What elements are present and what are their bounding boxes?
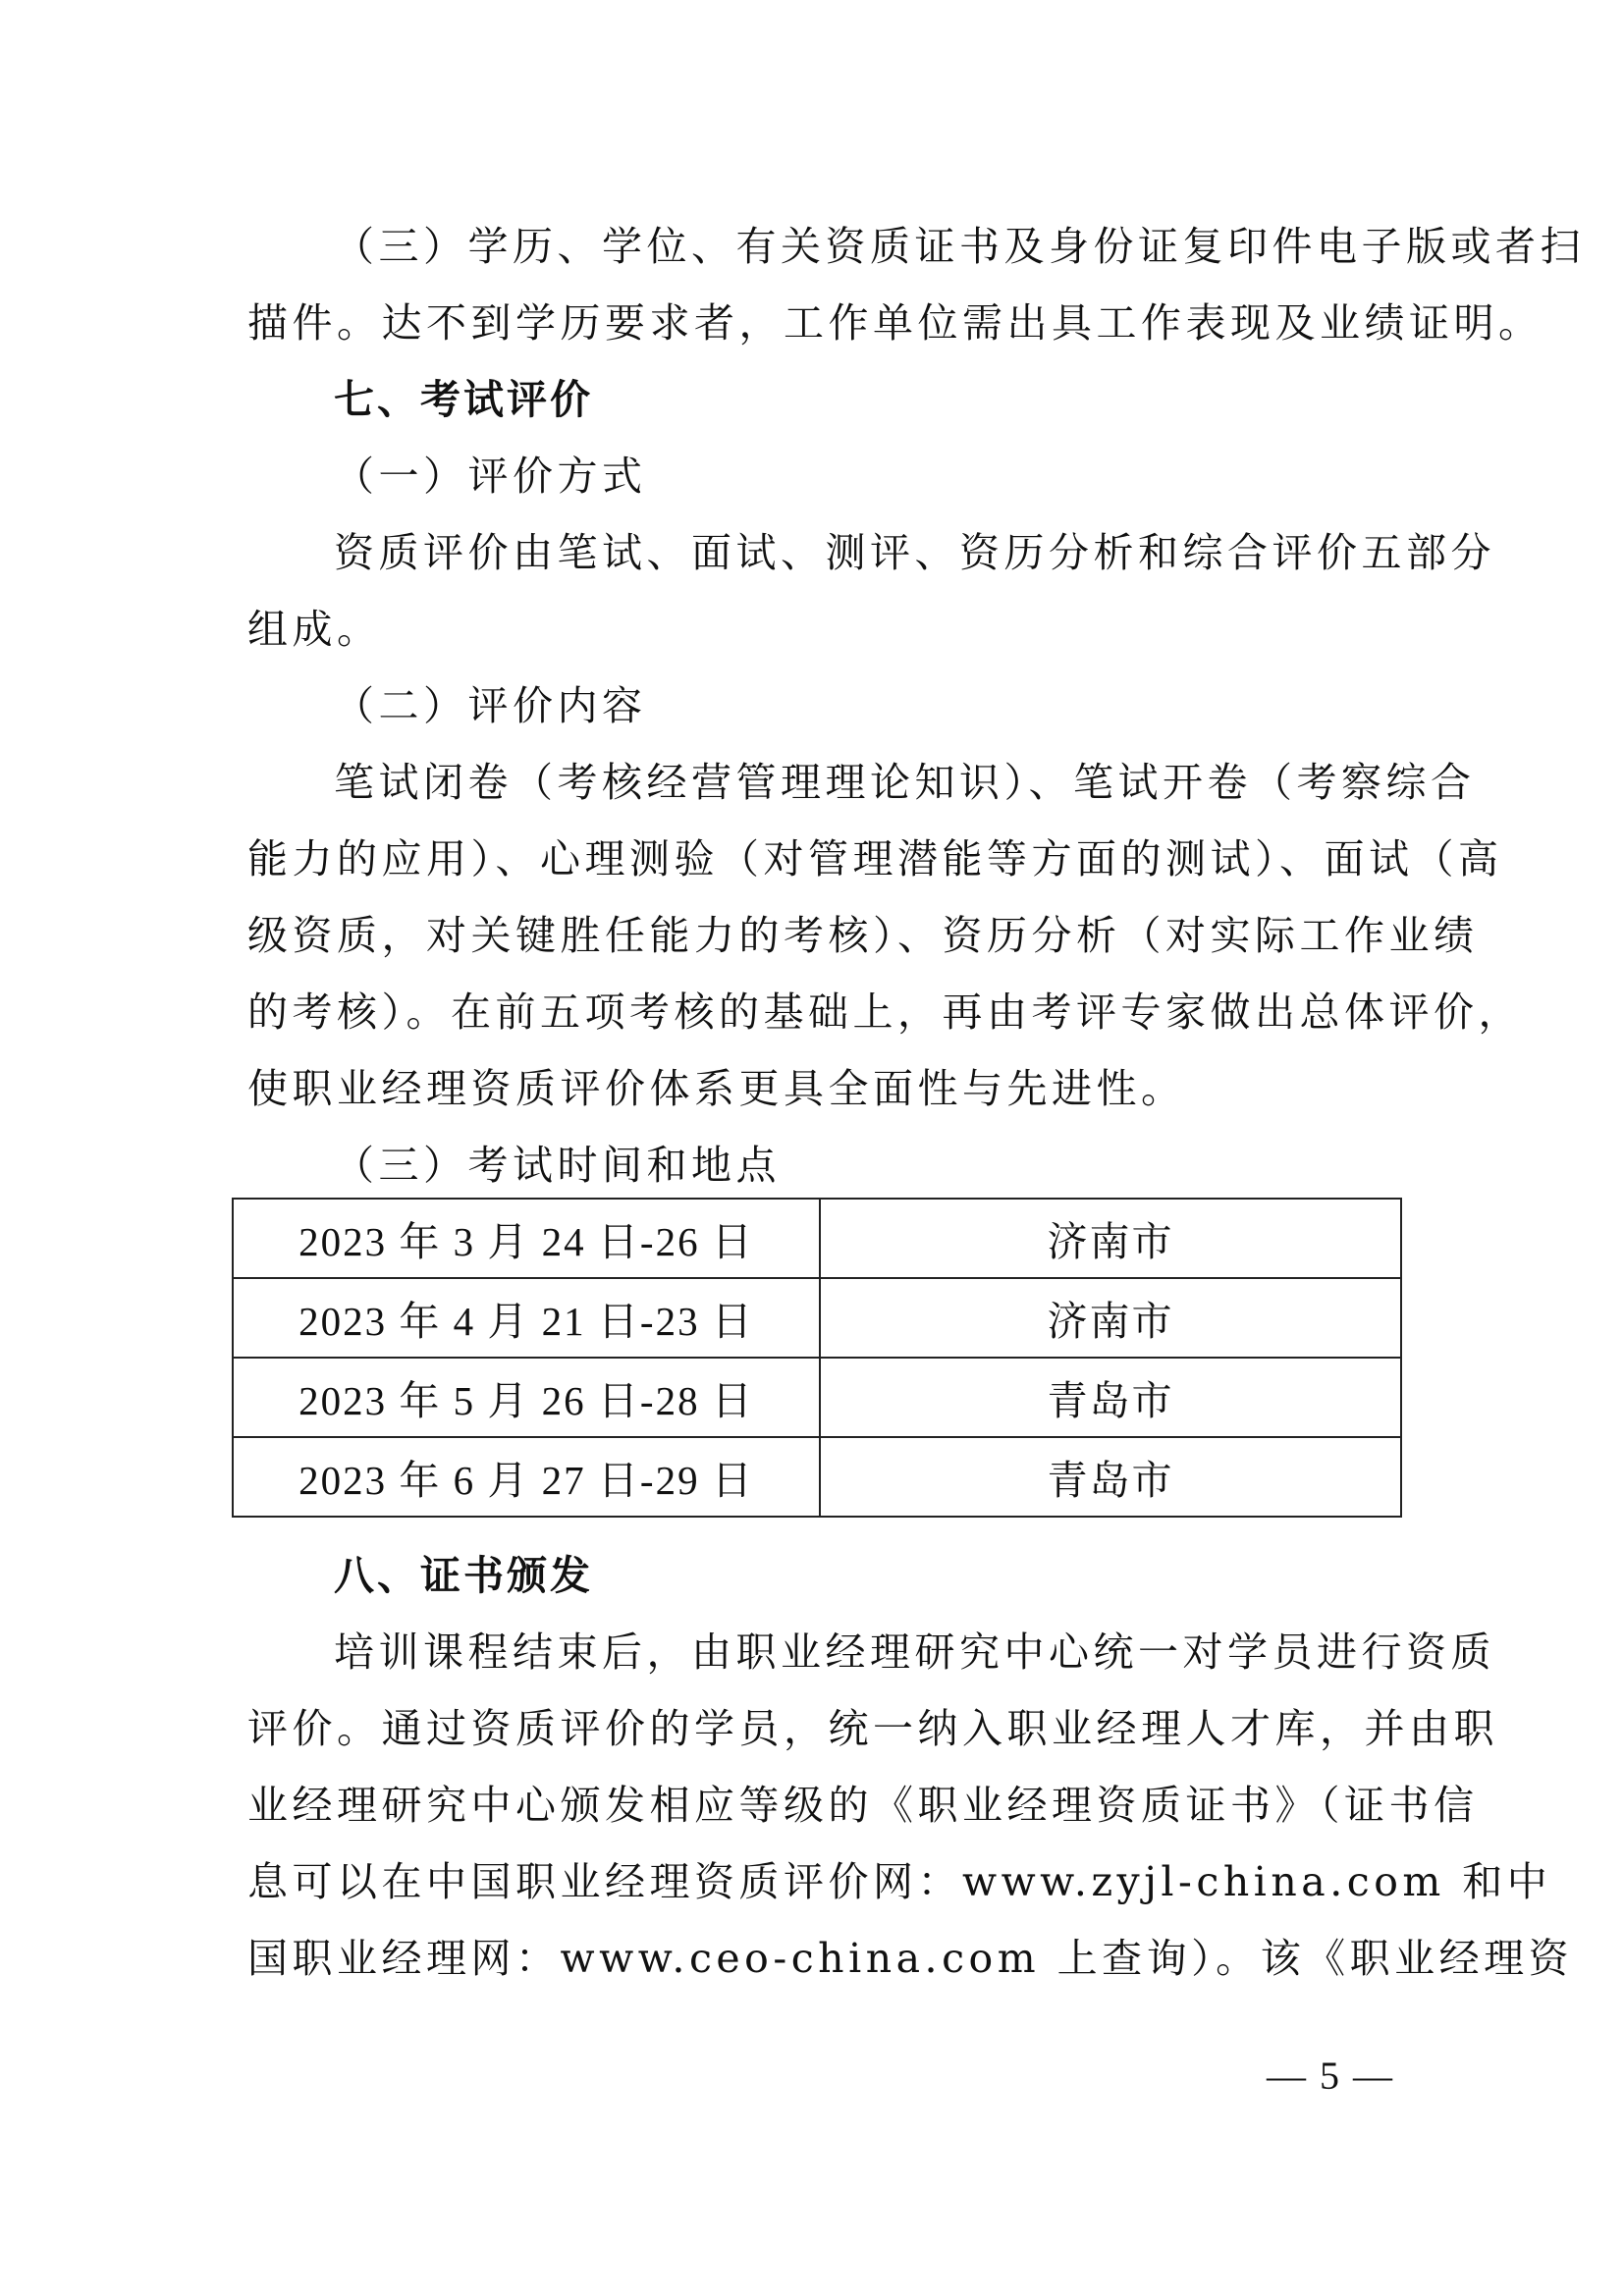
schedule-date-cell: 2023 年 6 月 27 日-29 日 xyxy=(233,1437,820,1517)
paragraph-certificate-line: 评价。通过资质评价的学员，统一纳入职业经理人才库，并由职 xyxy=(247,1705,1498,1752)
schedule-place-cell: 青岛市 xyxy=(820,1437,1401,1517)
paragraph-certificate-line: 息可以在中国职业经理资质评价网：www.zyjl-china.com 和中 xyxy=(247,1858,1552,1905)
paragraph-content-line: 能力的应用）、心理测验（对管理潜能等方面的测试）、面试（高 xyxy=(247,835,1503,882)
section-heading-certificate: 八、证书颁发 xyxy=(334,1552,593,1599)
paragraph-materials-line: （三）学历、学位、有关资质证书及身份证复印件电子版或者扫 xyxy=(334,223,1585,270)
schedule-place-cell: 青岛市 xyxy=(820,1358,1401,1437)
exam-schedule-table xyxy=(232,1198,1402,1518)
table-row xyxy=(233,1358,1401,1437)
schedule-place-cell: 济南市 xyxy=(820,1278,1401,1358)
paragraph-method-line: 组成。 xyxy=(247,606,382,653)
table-row xyxy=(233,1437,1401,1517)
schedule-date-cell: 2023 年 4 月 21 日-23 日 xyxy=(233,1278,820,1358)
paragraph-certificate-line: 培训课程结束后，由职业经理研究中心统一对学员进行资质 xyxy=(334,1629,1495,1676)
paragraph-content-line: 的考核）。在前五项考核的基础上，再由考评专家做出总体评价， xyxy=(247,988,1523,1036)
paragraph-materials-line: 描件。达不到学历要求者，工作单位需出具工作表现及业绩证明。 xyxy=(247,299,1543,347)
paragraph-content-line: 使职业经理资质评价体系更具全面性与先进性。 xyxy=(247,1065,1186,1112)
page-number: — 5 — xyxy=(1267,2054,1394,2098)
subheading-exam-time-place: （三）考试时间和地点 xyxy=(334,1142,781,1189)
paragraph-content-line: 级资质，对关键胜任能力的考核）、资历分析（对实际工作业绩 xyxy=(247,912,1479,959)
table-row xyxy=(233,1278,1401,1358)
schedule-date-cell: 2023 年 5 月 26 日-28 日 xyxy=(233,1358,820,1437)
paragraph-content-line: 笔试闭卷（考核经营管理理论知识）、笔试开卷（考察综合 xyxy=(334,759,1476,806)
paragraph-method-line: 资质评价由笔试、面试、测评、资历分析和综合评价五部分 xyxy=(334,529,1495,576)
section-heading-exam-evaluation: 七、考试评价 xyxy=(334,376,593,423)
subheading-evaluation-method: （一）评价方式 xyxy=(334,453,647,500)
paragraph-certificate-line: 业经理研究中心颁发相应等级的《职业经理资质证书》（证书信 xyxy=(247,1782,1479,1829)
table-row xyxy=(233,1199,1401,1278)
paragraph-certificate-line: 国职业经理网：www.ceo-china.com 上查询）。该《职业经理资 xyxy=(247,1935,1574,1982)
subheading-evaluation-content: （二）评价内容 xyxy=(334,682,647,729)
schedule-place-cell: 济南市 xyxy=(820,1199,1401,1278)
schedule-date-cell: 2023 年 3 月 24 日-26 日 xyxy=(233,1199,820,1278)
